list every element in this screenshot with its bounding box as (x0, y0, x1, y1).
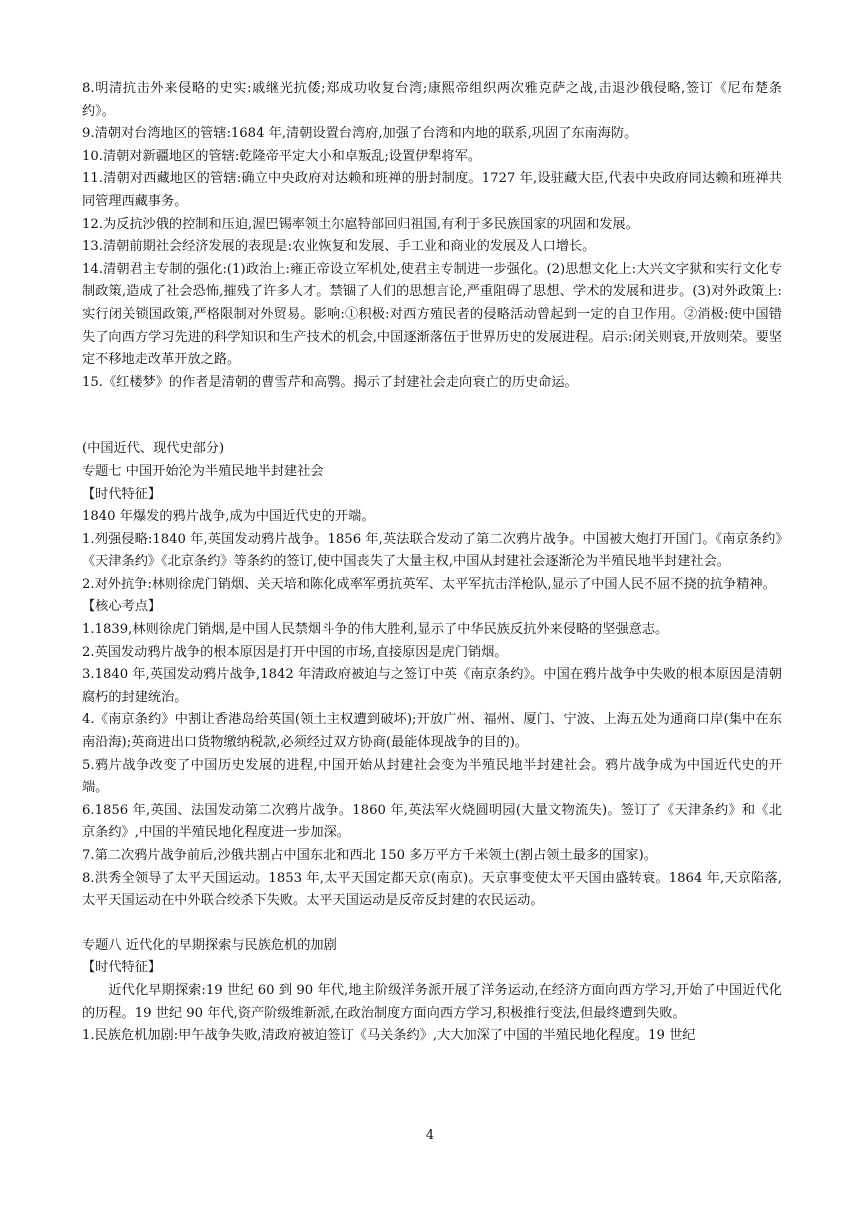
paragraph: 2.英国发动鸦片战争的根本原因是打开中国的市场,直接原因是虎门销烟。 (82, 644, 508, 660)
paragraph: 1.列强侵略:1840 年,英国发动鸦片战争。1856 年,英法联合发动了第二次鸦片战争。中国被大炮打开国门。《南京条约》《天津条约》《北京条约》等条约的签订,使中国丧失了大量主权,中国从封建社会逐渐沦为半殖民地半封建社会。 (82, 531, 782, 570)
part-heading: (中国近代、现代史部分) (82, 441, 225, 457)
section-label: 【核心考点】 (82, 599, 162, 615)
section-label: 【时代特征】 (82, 960, 162, 976)
paragraph: 7.第二次鸦片战争前后,沙俄共割占中国东北和西北 150 多万平方千米领土(割占领土最多的国家)。 (82, 848, 657, 863)
paragraph: 11.清朝对西藏地区的管辖:确立中央政府对达赖和班禅的册封制度。1727 年,设驻藏大臣,代表中央政府同达赖和班禅共同管理西藏事务。 (82, 171, 782, 209)
topic-title: 专题七 中国开始沦为半殖民地半封建社会 (82, 463, 324, 479)
paragraph: 6.1856 年,英国、法国发动第二次鸦片战争。1860 年,英法军火烧圆明园(大量文物流失)。签订了《天津条约》和《北京条约》,中国的半殖民地化程度进一步加深。 (82, 802, 782, 841)
topic-title: 专题八 近代化的早期探索与民族危机的加剧 (82, 937, 337, 953)
document-page (82, 78, 782, 1048)
paragraph: 1.1839,林则徐虎门销烟,是中国人民禁烟斗争的伟大胜利,显示了中华民族反抗外来侵略的坚强意志。 (82, 622, 669, 638)
paragraph: 2.对外抗争:林则徐虎门销烟、关天培和陈化成率军勇抗英军、太平军抗击洋枪队,显示了中国人民不屈不挠的抗争精神。 (82, 576, 776, 592)
paragraph: 9.清朝对台湾地区的管辖:1684 年,清朝设置台湾府,加强了台湾和内地的联系,巩固了东南海防。 (82, 126, 638, 142)
paragraph: 3.1840 年,英国发动鸦片战争,1842 年清政府被迫与之签订中英《南京条约》。中国在鸦片战争中失败的根本原因是清朝腐朽的封建统治。 (82, 667, 782, 705)
paragraph: 15.《红楼梦》的作者是清朝的曹雪芹和高鹗。揭示了封建社会走向衰亡的历史命运。 (82, 374, 578, 390)
paragraph: 1840 年爆发的鸦片战争,成为中国近代史的开端。 (82, 509, 375, 525)
paragraph: 1.民族危机加剧:甲午战争失败,清政府被迫签订《马关条约》,大大加深了中国的半殖民地化程度。19 世纪 (82, 1028, 696, 1044)
paragraph: 14.清朝君主专制的强化:(1)政治上:雍正帝设立军机处,使君主专制进一步强化。(2)思想文化上:大兴文字狱和实行文化专制政策,造成了社会恐怖,摧残了许多人才。禁锢了人们的思想言论,严重阻碍了思想、学术的发展和进步。(3)对外政策上:实行闭关锁国政策,严格限制对外贸易。影响:①积极:对西方殖民者的侵略活动曾起到一定的自卫作用。②消极:使中国错失了向西方学习先进的科学知识和生产技术的机会,中国逐渐落伍于世界历史的发展进程。启示:闭关则衰,开放则荣。要坚定不移地走改革开放之路。 (82, 261, 782, 368)
paragraph: 5.鸦片战争改变了中国历史发展的进程,中国开始从封建社会变为半殖民地半封建社会。鸦片战争成为中国近代史的开端。 (82, 757, 782, 796)
paragraph: 8.明清抗击外来侵略的史实:戚继光抗倭;郑成功收复台湾;康熙帝组织两次雅克萨之战,击退沙俄侵略,签订《尼布楚条约》。 (82, 81, 782, 119)
paragraph: 13.清朝前期社会经济发展的表现是:农业恢复和发展、手工业和商业的发展及人口增长。 (82, 239, 596, 255)
paragraph: 12.为反抗沙俄的控制和压迫,渥巴锡率领土尔扈特部回归祖国,有利于多民族国家的巩固和发展。 (82, 216, 639, 232)
paragraph: 10.清朝对新疆地区的管辖:乾隆帝平定大小和卓叛乱;设置伊犁将军。 (82, 148, 482, 164)
paragraph: 4.《南京条约》中割让香港岛给英国(领土主权遭到破坏);开放广州、福州、厦门、宁波、上海五处为通商口岸(集中在东南沿海);英商进出口货物缴纳税款,必须经过双方协商(最能体现战争的目的)。 (82, 712, 782, 751)
section-label: 【时代特征】 (82, 486, 162, 502)
paragraph: 近代化早期探索:19 世纪 60 到 90 年代,地主阶级洋务派开展了洋务运动,在经济方面向西方学习,开始了中国近代化的历程。19 世纪 90 年代,资产阶级维新派,在政治制度方面向西方学习,积极推行变法,但最终遭到失败。 (82, 982, 782, 1021)
page-number: 4 (425, 1128, 435, 1143)
paragraph: 8.洪秀全领导了太平天国运动。1853 年,太平天国定都天京(南京)。天京事变使太平天国由盛转衰。1864 年,天京陷落,太平天国运动在中外联合绞杀下失败。太平天国运动是反帝反封建的农民运动。 (82, 870, 782, 909)
